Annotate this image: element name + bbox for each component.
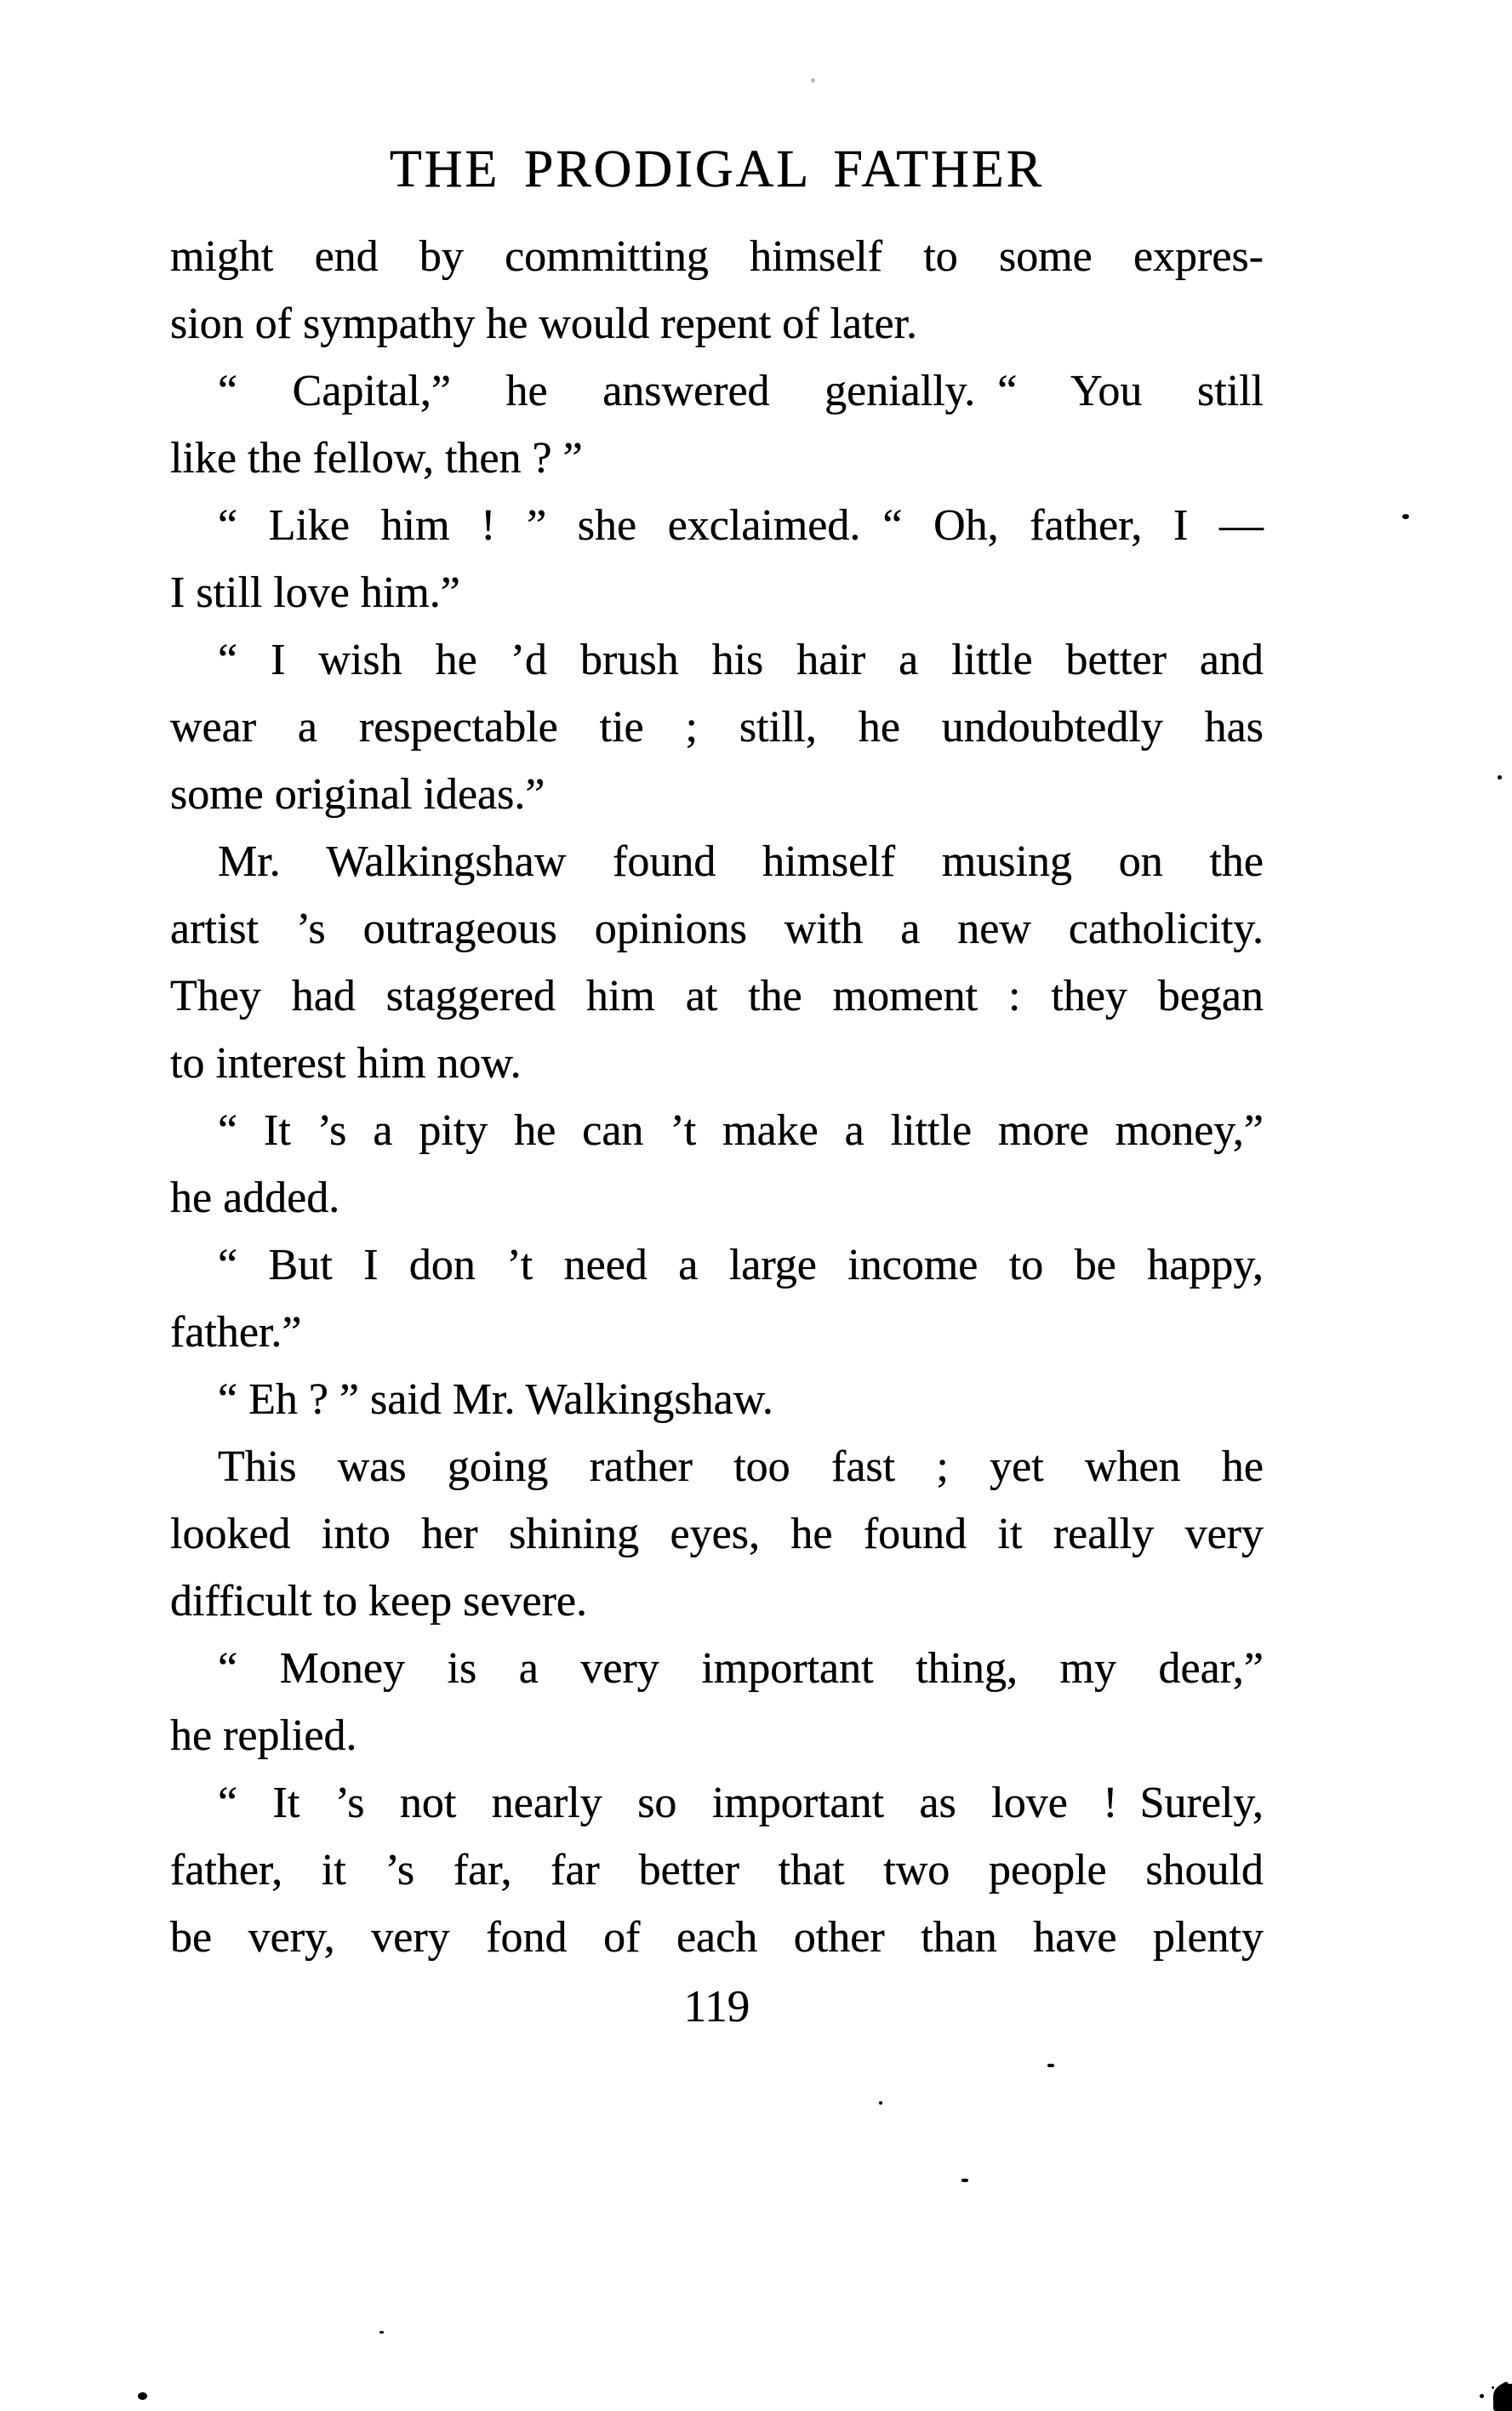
text-line: Mr. Walkingshaw found himself musing on the: [218, 837, 1264, 886]
ink-speck: [379, 2331, 384, 2334]
text-line: “ Money is a very important thing, my dear,”: [218, 1644, 1264, 1693]
text-line: might end by committing himself to some expres-: [170, 232, 1264, 281]
paragraph: [170, 1635, 1264, 1769]
paragraph: [170, 1366, 1264, 1433]
ink-speck: [811, 78, 815, 83]
text-line: wear a respectable tie ; still, he undoubtedly has: [170, 703, 1264, 751]
text-line: This was going rather too fast ; yet when he: [218, 1443, 1264, 1491]
ink-speck: [1492, 2386, 1494, 2389]
text-line: father.”: [170, 1308, 302, 1357]
paragraph: [170, 1433, 1264, 1635]
text-line: artist ’s outrageous opinions with a new catholicity.: [170, 905, 1264, 953]
ink-speck: [1498, 775, 1502, 780]
ink-speck: [1480, 2394, 1484, 2398]
paragraph: [170, 1097, 1264, 1231]
text-line: looked into her shining eyes, he found it really very: [170, 1510, 1264, 1558]
text-line: I still love him.”: [170, 568, 460, 617]
text-line: difficult to keep severe.: [170, 1577, 587, 1625]
paragraph: [170, 357, 1264, 492]
text-line: father, it ’s far, far better that two people should: [170, 1846, 1264, 1894]
ink-speck: [1047, 2064, 1054, 2067]
text-block: [170, 140, 1264, 2031]
text-line: some original ideas.”: [170, 770, 545, 819]
paragraph: [170, 1769, 1264, 1971]
ink-speck: [961, 2179, 968, 2182]
paragraph: [170, 492, 1264, 626]
ink-speck: [879, 2101, 882, 2105]
text-line: They had staggered him at the moment : they began: [170, 972, 1264, 1020]
text-line: “ Capital,” he answered genially. “ You still: [218, 367, 1264, 415]
text-line: “ But I don ’t need a large income to be happy,: [218, 1241, 1264, 1289]
paragraph: [170, 1231, 1264, 1366]
text-line: “ Like him ! ” she exclaimed. “ Oh, father, I —: [218, 501, 1264, 550]
text-line: like the fellow, then ? ”: [170, 434, 583, 483]
text-line: be very, very fond of each other than have plenty: [170, 1913, 1264, 1962]
text-line: sion of sympathy he would repent of later.: [170, 300, 918, 348]
paragraph: [170, 626, 1264, 828]
paragraph: [170, 828, 1264, 1097]
text-line: “ Eh ? ” said Mr. Walkingshaw.: [218, 1375, 773, 1424]
text-line: he added.: [170, 1174, 340, 1222]
text-line: “ It ’s not nearly so important as love ! Surely,: [218, 1779, 1264, 1827]
paragraph: [170, 223, 1264, 357]
ink-speck: [138, 2392, 147, 2400]
text-line: to interest him now.: [170, 1039, 522, 1088]
text-line: he replied.: [170, 1711, 357, 1760]
text-line: “ I wish he ’d brush his hair a little better and: [218, 636, 1264, 684]
ink-speck: [1402, 514, 1409, 519]
text-line: “ It ’s a pity he can ’t make a little more money,”: [218, 1106, 1264, 1155]
page-number: 119: [683, 1982, 750, 2031]
page-title: THE PRODIGAL FATHER: [389, 140, 1045, 198]
